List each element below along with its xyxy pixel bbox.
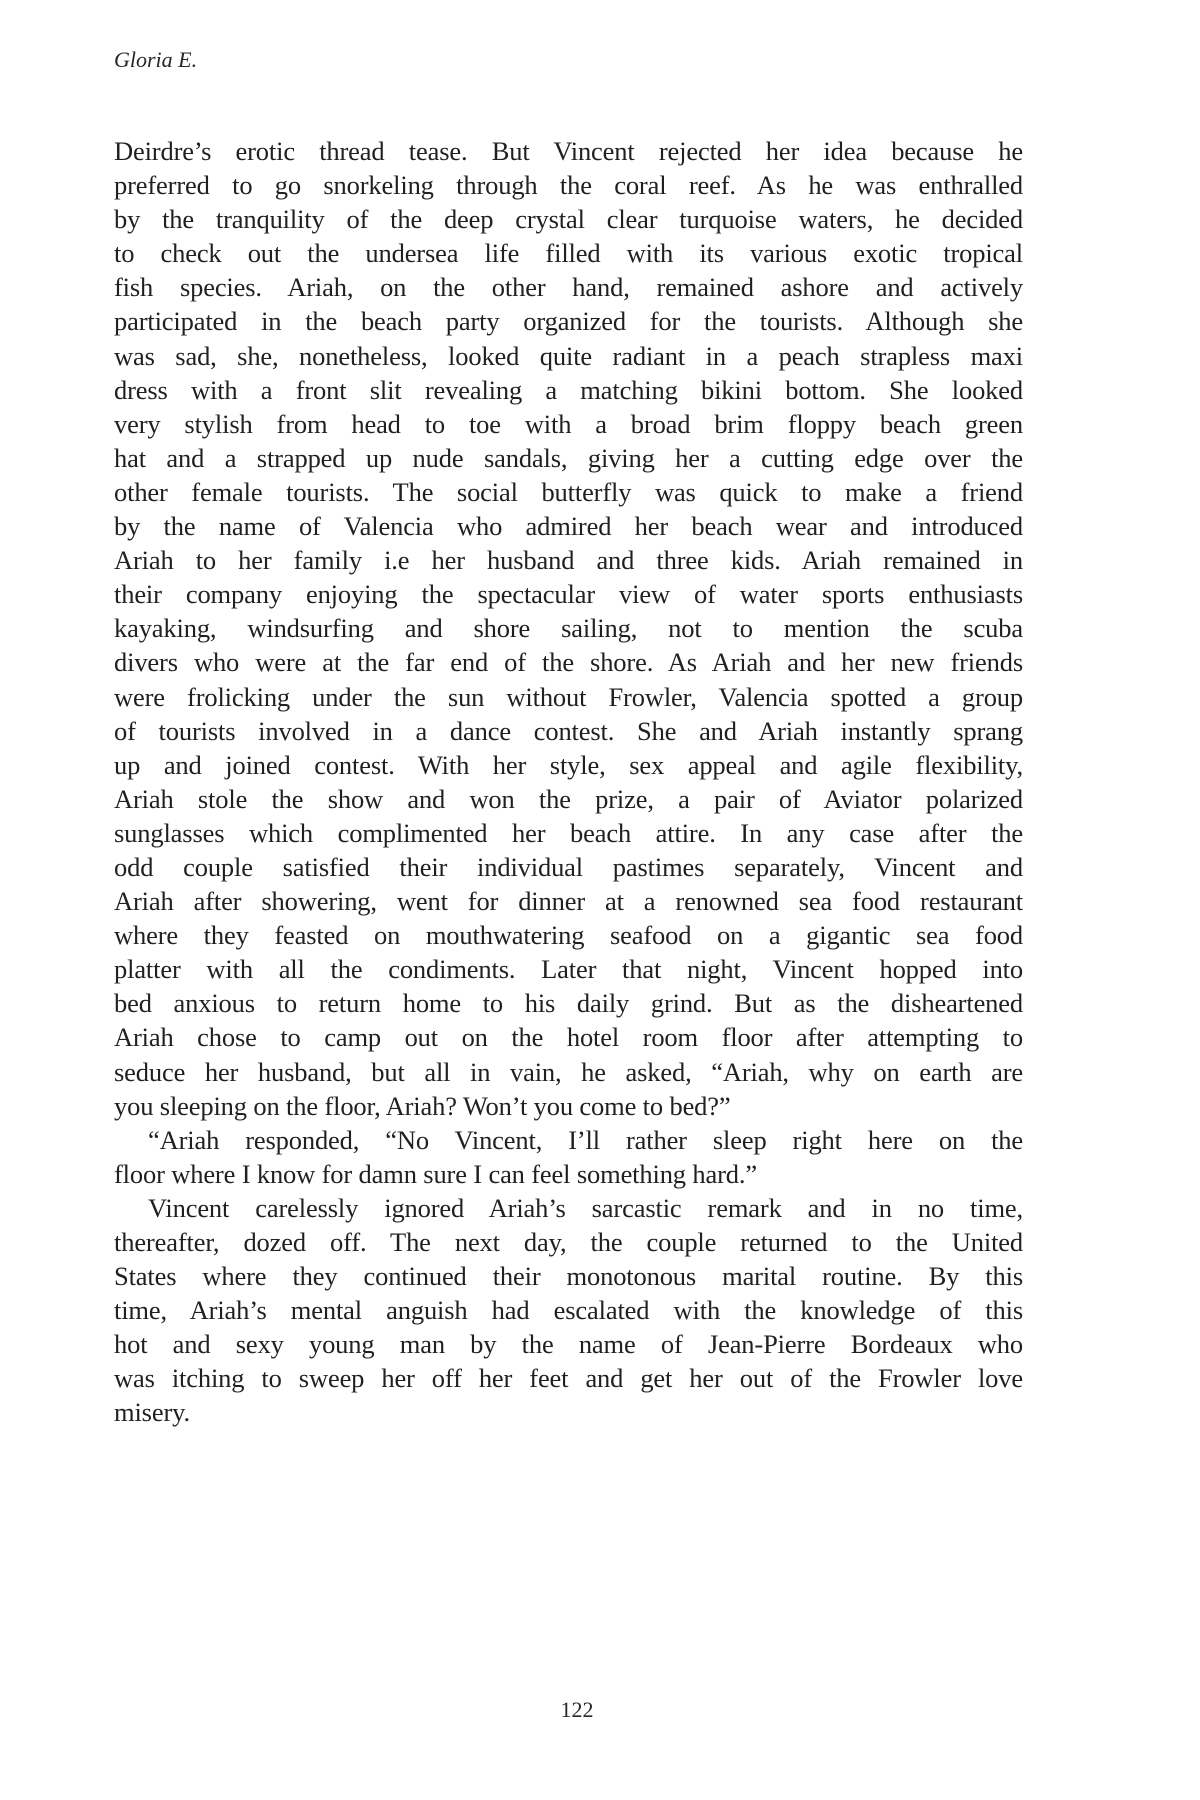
- text-line: thereafter, dozed off. The next day, the couple returned to the United: [114, 1227, 1023, 1257]
- text-line: hot and sexy young man by the name of Jean-Pierre Bordeaux who: [114, 1329, 1023, 1360]
- paragraph: [114, 134, 1023, 1123]
- text-line: where they feasted on mouthwatering seafood on a gigantic sea food: [114, 920, 1023, 951]
- text-line: other female tourists. The social butterfly was quick to make a friend: [114, 476, 1023, 507]
- text-line: to check out the undersea life filled with its various exotic tropical: [114, 238, 1023, 269]
- text-line: by the name of Valencia who admired her beach wear and introduced: [114, 511, 1023, 542]
- paragraph: [114, 1191, 1023, 1430]
- text-line: misery.: [114, 1397, 190, 1428]
- text-line: dress with a front slit revealing a matching bikini bottom. She looked: [114, 374, 1023, 405]
- text-line: up and joined contest. With her style, sex appeal and agile flexibility,: [114, 749, 1023, 780]
- text-line: divers who were at the far end of the shore. As Ariah and her new friends: [114, 647, 1023, 678]
- text-line: you sleeping on the floor, Ariah? Won’t you come to bed?”: [114, 1090, 731, 1121]
- text-line: hat and a strapped up nude sandals, giving her a cutting edge over the: [114, 442, 1023, 473]
- text-line: Deirdre’s erotic thread tease. But Vincent rejected her idea because he: [114, 136, 1023, 166]
- text-line: Ariah after showering, went for dinner at a renowned sea food restaurant: [114, 886, 1023, 917]
- text-line: were frolicking under the sun without Frowler, Valencia spotted a group: [114, 681, 1023, 712]
- body-text: [114, 134, 1023, 1430]
- text-line: “Ariah responded, “No Vincent, I’ll rather sleep right here on the: [148, 1124, 1023, 1155]
- text-line: Ariah chose to camp out on the hotel room floor after attempting to: [114, 1022, 1023, 1053]
- text-line: their company enjoying the spectacular view of water sports enthusiasts: [114, 579, 1023, 610]
- text-line: participated in the beach party organized for the tourists. Although she: [114, 306, 1023, 337]
- text-line: time, Ariah’s mental anguish had escalated with the knowledge of this: [114, 1295, 1023, 1326]
- page-number-container: [0, 1696, 1200, 1724]
- text-line: of tourists involved in a dance contest. She and Ariah instantly sprang: [114, 715, 1023, 746]
- text-line: Vincent carelessly ignored Ariah’s sarcastic remark and in no time,: [148, 1192, 1023, 1223]
- running-head-author: Gloria E.: [114, 47, 198, 72]
- text-line: seduce her husband, but all in vain, he asked, “Ariah, why on earth are: [114, 1056, 1023, 1087]
- paragraph: [114, 1123, 1023, 1191]
- text-line: States where they continued their monotonous marital routine. By this: [114, 1261, 1023, 1292]
- text-line: platter with all the condiments. Later that night, Vincent hopped into: [114, 954, 1023, 985]
- text-line: odd couple satisfied their individual pastimes separately, Vincent and: [114, 851, 1023, 882]
- text-line: preferred to go snorkeling through the coral reef. As he was enthralled: [114, 170, 1023, 201]
- text-line: Ariah stole the show and won the prize, a pair of Aviator polarized: [114, 783, 1023, 814]
- text-line: bed anxious to return home to his daily grind. But as the disheartened: [114, 988, 1023, 1019]
- text-line: Ariah to her family i.e her husband and three kids. Ariah remained in: [114, 545, 1023, 576]
- text-line: very stylish from head to toe with a broad brim floppy beach green: [114, 408, 1023, 439]
- text-line: floor where I know for damn sure I can feel something hard.”: [114, 1158, 757, 1189]
- text-line: was sad, she, nonetheless, looked quite radiant in a peach strapless maxi: [114, 340, 1023, 371]
- text-line: kayaking, windsurfing and shore sailing, not to mention the scuba: [114, 613, 1023, 644]
- text-line: sunglasses which complimented her beach attire. In any case after the: [114, 817, 1023, 848]
- text-line: by the tranquility of the deep crystal clear turquoise waters, he decided: [114, 204, 1023, 235]
- text-line: fish species. Ariah, on the other hand, remained ashore and actively: [114, 272, 1023, 303]
- text-line: was itching to sweep her off her feet and get her out of the Frowler love: [114, 1363, 1023, 1394]
- page-number: 122: [560, 1697, 594, 1722]
